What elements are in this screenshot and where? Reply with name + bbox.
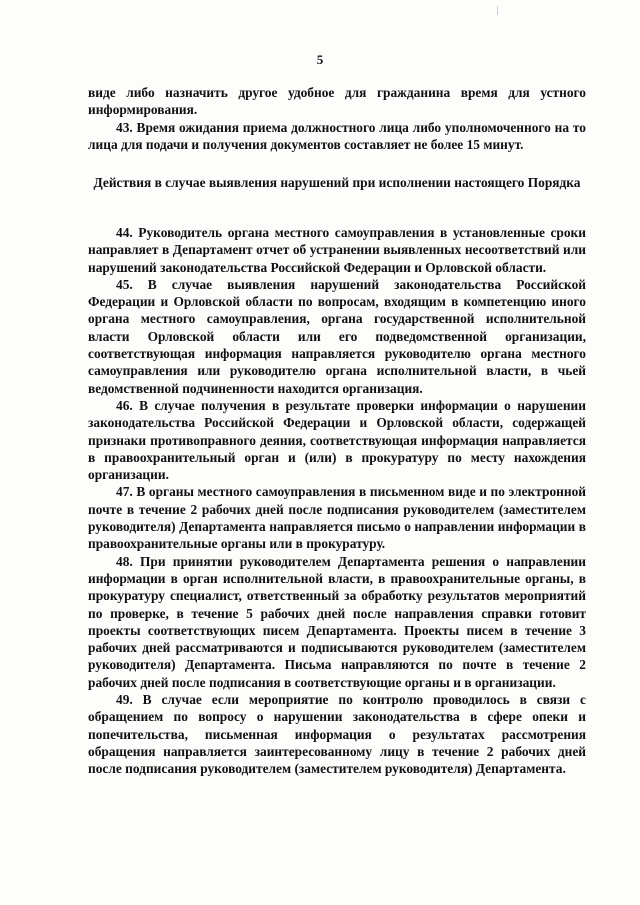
paragraph-48: 48. При принятии руководителем Департамента решения о направлении информации в орган исполнительной власти, в правоохранительные органы, в прокуратуру специалист, ответственный за обработку результатов мероприятий по проверке, в течение 5 рабочих дней после направления справки готовит проекты соответствующих писем Департамента. Проекты писем в течение 3 рабочих дней рассматриваются и подписываются руководителем (заместителем руководителя) Департамента. Письма направляются по почте в течение 2 рабочих дней после подписания в соответствующие органы и в организации. [88,553,586,690]
text-block-main [88,224,586,778]
paragraph-49: 49. В случае если мероприятие по контролю проводилось в связи с обращением по вопросу о нарушении законодательства в сфере опеки и попечительства, письменная информация о результатах рассмотрения обращения направляется заинтересованному лицу в течение 2 рабочих дней после подписания руководителем (заместителем руководителя) Департамента. [88,692,586,777]
paragraph-43: 43. Время ожидания приема должностного лица либо уполномоченного на то лица для подачи и получения документов составляет не более 15 минут. [88,119,586,152]
continuation-paragraph: виде либо назначить другое удобное для гражданина время для устного информирования. [88,85,586,118]
paragraph-47: 47. В органы местного самоуправления в письменном виде и по электронной почте в течение 2 рабочих дней после подписания руководителем (заместителем руководителя) Департамента направляется письмо о направлении информации в правоохранительные органы или в прокуратуру. [88,484,586,552]
text-block-top [88,84,586,153]
scan-artifact [497,6,498,15]
page-number: 5 [316,52,324,67]
paragraph-45: 45. В случае выявления нарушений законодательства Российской Федерации и Орловской области по вопросам, входящим в компетенцию иного органа местного самоуправления, органа государственной исполнительной власти Орловской области или его подведомственной организации, соответствующая информация направляется руководителю органа местного самоуправления или руководителю органа исполнительной власти, в чьей ведомственной подчиненности находится организация. [88,276,586,396]
paragraph-46: 46. В случае получения в результате проверки информации о нарушении законодательства Российской Федерации и Орловской области, содержащей признаки противоправного деяния, соответствующая информация направляется в правоохранительный орган и (или) в прокуратуру по месту нахождения организации. [88,397,586,483]
section-heading: Действия в случае выявления нарушений при исполнении настоящего Порядка [93,175,581,190]
paragraph-44: 44. Руководитель органа местного самоуправления в установленные сроки направляет в Департамент отчет об устранении выявленных несоответствий или нарушений законодательства Российской Федерации и Орловской области. [88,225,586,275]
section-heading-block [88,174,586,191]
